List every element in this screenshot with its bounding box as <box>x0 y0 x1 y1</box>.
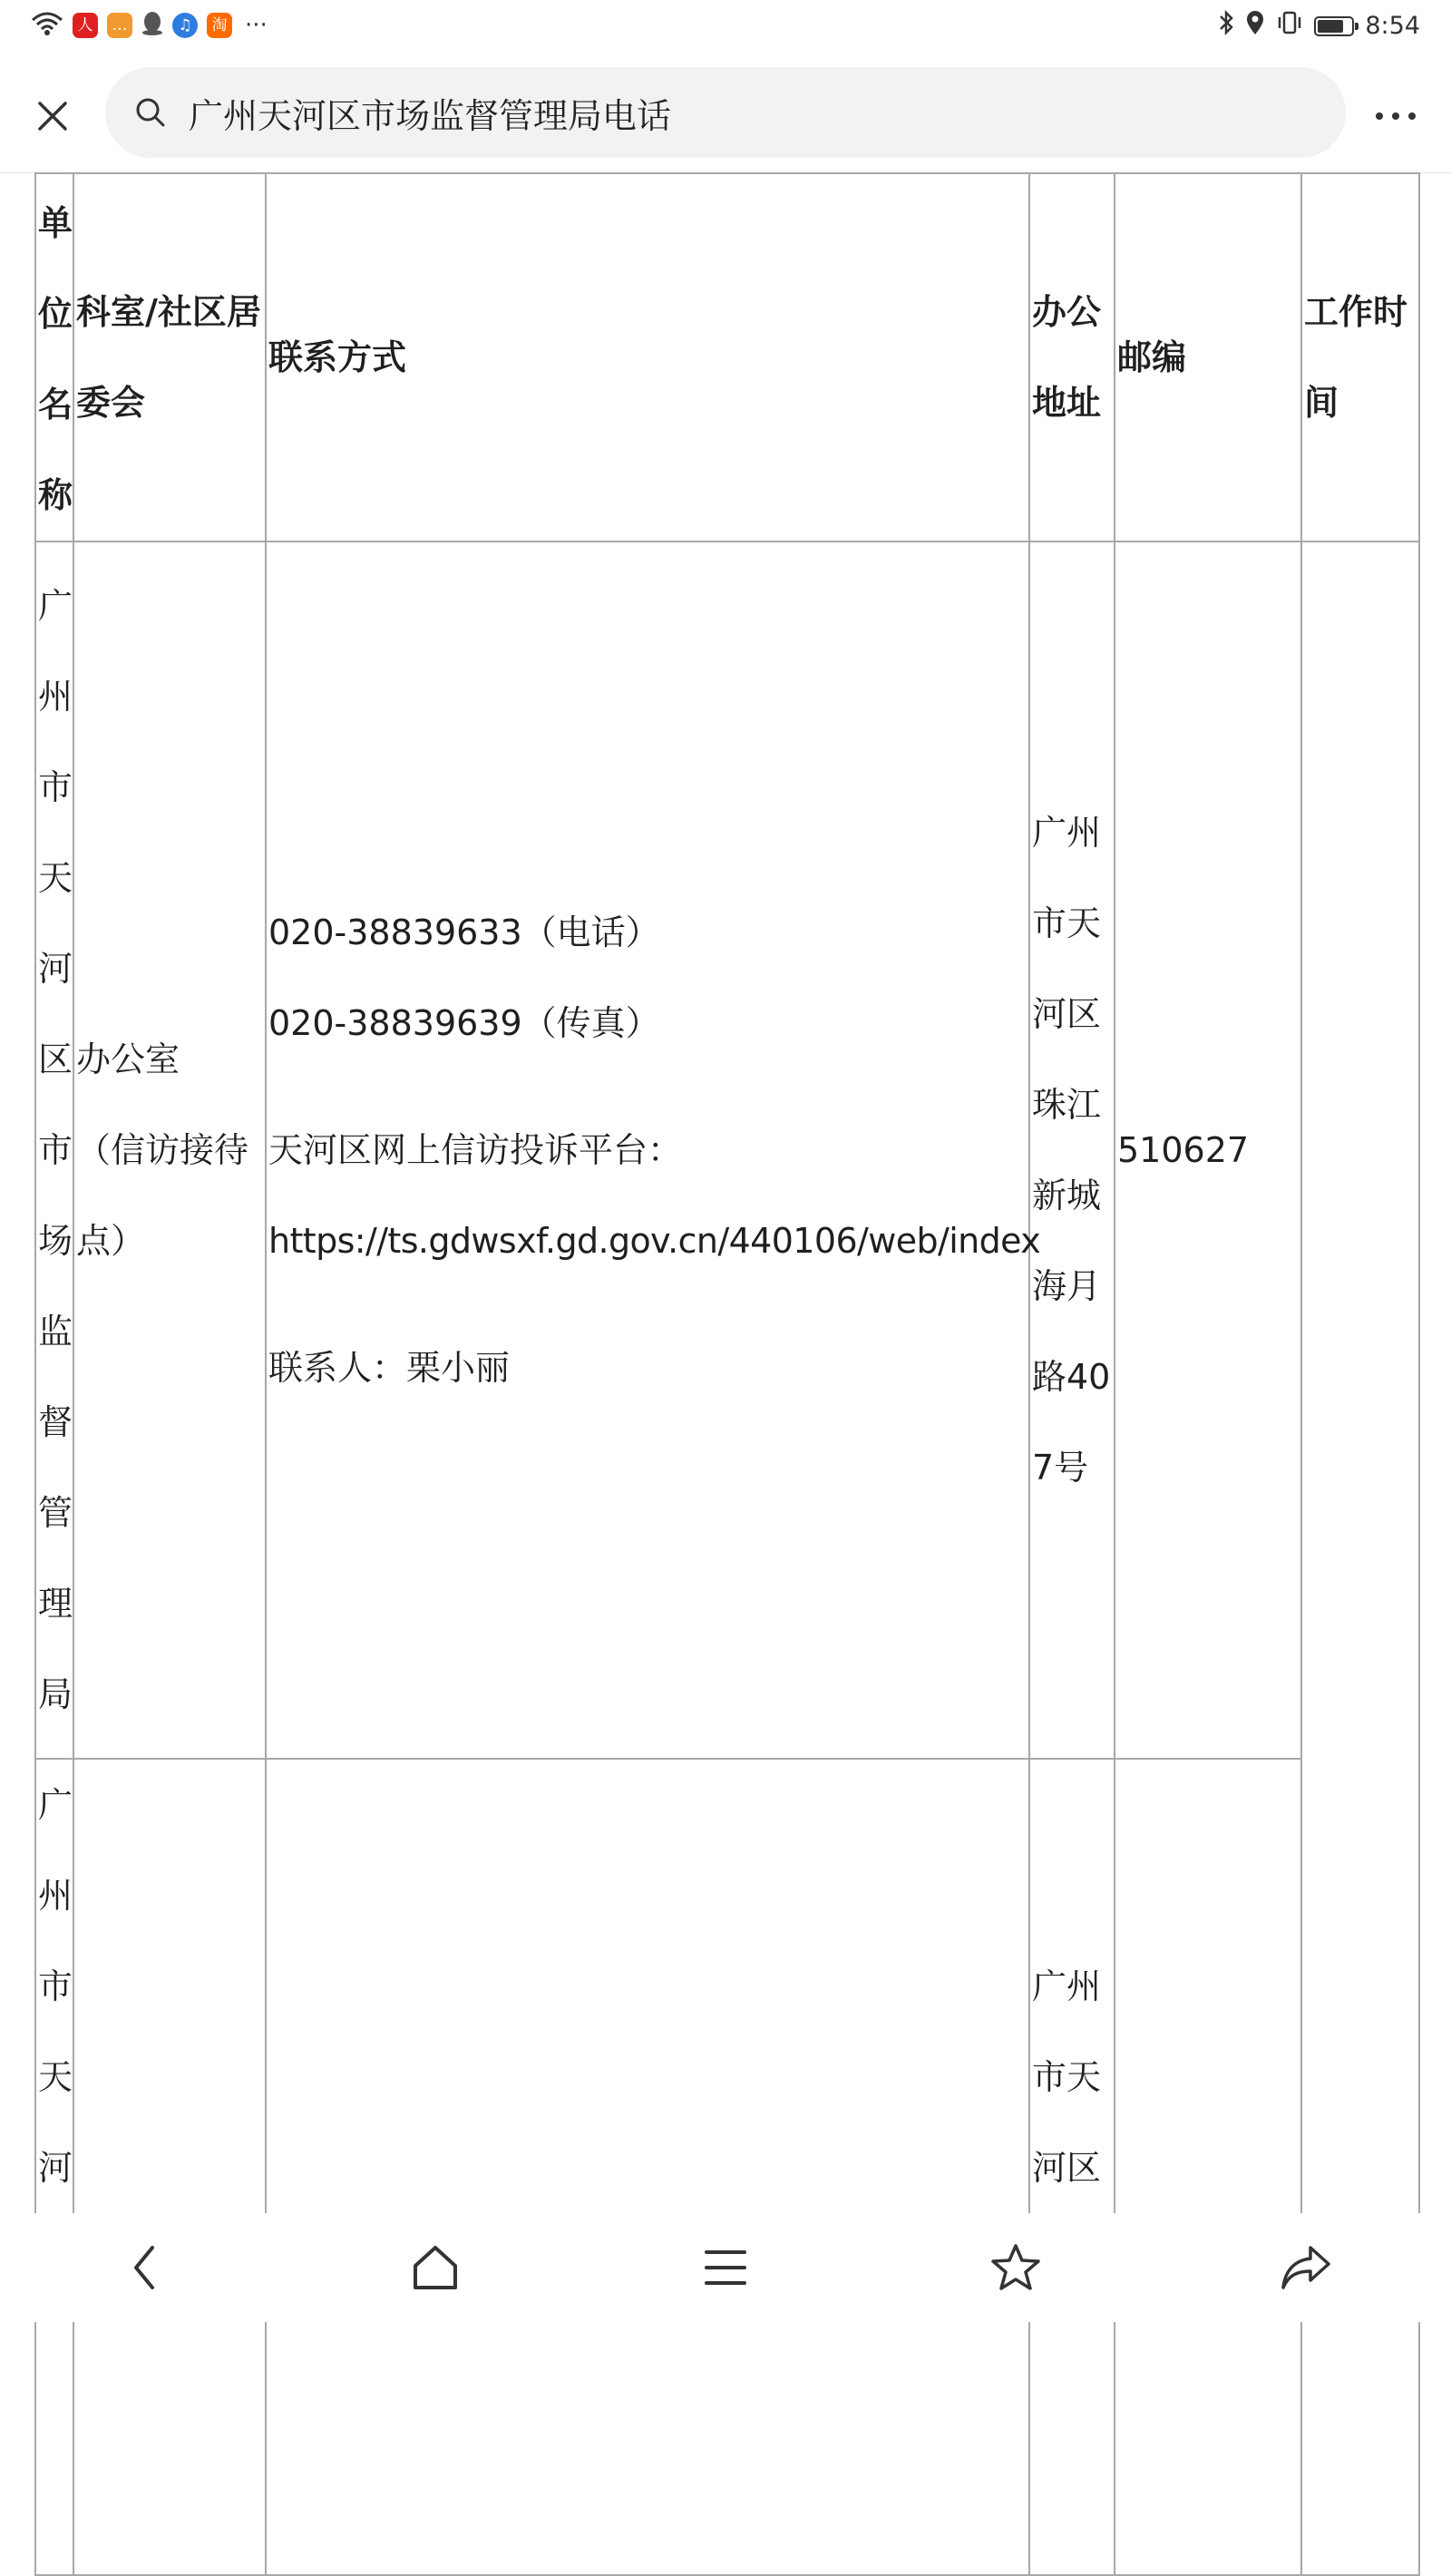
unit-name-cell: 广州市天河区市场监督管理局 <box>35 542 73 1759</box>
phone-number[interactable]: 020-38839633（电话） <box>268 912 660 952</box>
department-cell: 办公室 （信访接待点） <box>73 542 266 1759</box>
search-header <box>0 54 1451 173</box>
spacer <box>267 1068 1028 1105</box>
more-dot <box>1408 112 1416 120</box>
home-icon <box>410 2242 461 2293</box>
work-hours-cell <box>1301 542 1419 1759</box>
star-icon <box>989 2242 1042 2293</box>
header-work-hours: 工作时间 <box>1301 173 1419 542</box>
taobao-icon: 淘 <box>207 13 232 38</box>
page-content[interactable] <box>0 172 1451 2213</box>
menu-button[interactable] <box>689 2231 762 2304</box>
favorite-button[interactable] <box>979 2231 1052 2304</box>
unit-name-cell: 广州市天河 <box>35 1759 73 2575</box>
clock: 8:54 <box>1365 12 1420 40</box>
status-bar <box>0 0 1451 54</box>
bluetooth-icon <box>1218 9 1234 43</box>
back-button[interactable] <box>109 2231 181 2304</box>
table-row <box>35 542 1419 1759</box>
address-cell: 广州市天河区 <box>1029 1759 1115 2575</box>
close-icon <box>34 98 71 134</box>
more-dot <box>1376 112 1383 120</box>
complaint-platform-label: 天河区网上信访投诉平台： <box>268 1130 683 1170</box>
more-notifications-icon: ··· <box>245 12 268 39</box>
search-query: 广州天河区市场监督管理局电话 <box>189 95 672 136</box>
contact-cell <box>266 542 1041 1759</box>
department-cell <box>73 1759 266 2575</box>
spacer <box>267 1286 1028 1322</box>
people-daily-icon: 人 <box>73 13 98 38</box>
qq-icon <box>141 11 163 40</box>
work-hours-cell <box>1301 1759 1419 2575</box>
address-cell: 广州市天河区珠江新城海月路407号 <box>1029 542 1115 1759</box>
vibrate-icon <box>1276 9 1303 43</box>
close-button[interactable] <box>27 91 78 141</box>
postcode-cell <box>1115 1759 1301 2575</box>
postcode-cell: 510627 <box>1115 542 1301 1759</box>
search-icon <box>132 94 169 131</box>
table-row <box>35 1759 1419 2575</box>
status-bar-right <box>1218 9 1420 43</box>
search-input[interactable] <box>105 67 1346 158</box>
more-options-button[interactable] <box>1364 91 1427 141</box>
battery-icon <box>1314 16 1354 36</box>
header-contact: 联系方式 <box>266 173 1029 542</box>
location-icon <box>1245 9 1265 43</box>
wifi-icon <box>31 11 63 40</box>
header-postcode: 邮编 <box>1115 173 1301 542</box>
fax-number[interactable]: 020-38839639（传真） <box>268 1003 660 1043</box>
share-icon <box>1280 2242 1332 2293</box>
status-bar-left <box>31 11 268 40</box>
chevron-left-icon <box>127 2242 163 2293</box>
menu-icon <box>703 2245 748 2290</box>
battery-level <box>1318 20 1342 33</box>
chat-app-icon: … <box>107 13 132 38</box>
home-button[interactable] <box>399 2231 472 2304</box>
header-address: 办公地址 <box>1029 173 1115 542</box>
header-department: 科室/社区居委会 <box>73 173 266 542</box>
header-unit-name: 单位名称 <box>35 173 73 542</box>
complaint-platform-link[interactable]: https://ts.gdwsxf.gd.gov.cn/440106/web/index <box>268 1221 1041 1261</box>
contact-cell <box>266 1759 1029 2575</box>
bottom-navigation <box>0 2213 1451 2322</box>
table-header-row <box>35 173 1419 542</box>
share-button[interactable] <box>1270 2231 1342 2304</box>
contact-person: 联系人：栗小丽 <box>268 1348 511 1388</box>
music-app-icon: ♫ <box>172 13 198 38</box>
more-dot <box>1392 112 1399 120</box>
